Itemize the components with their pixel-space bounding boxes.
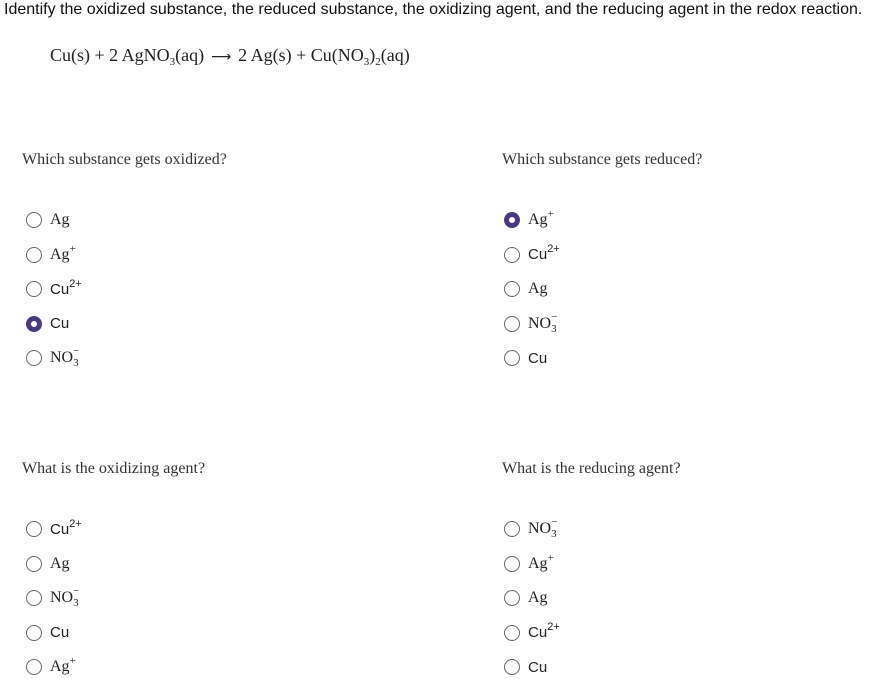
option-subscript: 3 [73,597,79,609]
option-symbol: Cu [50,315,70,332]
option-label [50,555,70,573]
radio-selected-icon[interactable] [26,316,42,332]
radio-unselected-icon[interactable] [26,350,42,366]
radio-unselected-icon[interactable] [26,659,42,675]
radio-unselected-icon[interactable] [504,521,520,537]
answer-option[interactable] [26,621,69,645]
answer-option[interactable] [26,208,70,232]
option-charge: 2+ [547,621,560,633]
instructions-text: Identify the oxidized substance, the reduced substance, the oxidizing agent, and the reducing agent in the redox reaction. [4,1,863,18]
option-charge: + [69,242,76,255]
radio-unselected-icon[interactable] [504,659,520,675]
answer-option[interactable] [504,312,559,336]
question-text: Which substance gets oxidized? [22,151,227,168]
option-symbol: Ag [50,245,70,263]
option-charge-stack [551,516,559,540]
option-label [528,208,554,229]
question-reduced [502,150,873,367]
option-symbol: Cu [528,658,548,676]
option-symbol: Ag [528,280,548,297]
option-label [50,242,76,264]
answer-option[interactable] [26,312,69,336]
option-symbol: Cu [50,280,70,298]
answer-option[interactable] [504,586,548,610]
option-charge: 2+ [69,277,82,290]
option-symbol: Ag [50,211,70,228]
answer-option[interactable] [504,552,554,576]
answer-option[interactable] [26,277,82,301]
answer-option[interactable] [504,243,560,267]
redox-equation [50,44,410,68]
question-reducing-agent [502,459,873,676]
option-symbol: Cu [528,246,548,263]
option-label [528,280,548,298]
option-charge: 2+ [69,517,82,530]
option-charge-stack [73,345,81,369]
option-symbol: NO [50,589,74,606]
option-symbol: Cu [50,624,70,641]
radio-unselected-icon[interactable] [26,625,42,641]
option-label [528,350,547,367]
option-symbol: Ag [528,211,548,228]
radio-unselected-icon[interactable] [504,625,520,641]
option-symbol: NO [528,314,552,332]
radio-unselected-icon[interactable] [26,247,42,263]
equation-sub: 3 [363,56,370,68]
radio-unselected-icon[interactable] [26,281,42,297]
option-label [528,310,559,335]
reaction-arrow-icon: ⟶ [211,49,232,65]
option-symbol: Ag [50,554,70,572]
option-label [50,624,69,641]
option-charge: − [551,310,558,323]
answer-option[interactable] [26,346,81,370]
option-symbol: Cu [528,349,548,367]
radio-unselected-icon[interactable] [504,556,520,572]
equation-reactants: Cu(s) + 2 AgNO [50,45,170,65]
radio-unselected-icon[interactable] [26,556,42,572]
answer-option[interactable] [504,208,554,232]
option-label [528,516,559,540]
radio-unselected-icon[interactable] [504,281,520,297]
option-symbol: NO [528,520,552,537]
radio-unselected-icon[interactable] [504,316,520,332]
option-symbol: Ag [50,658,70,675]
question-text: What is the reducing agent? [502,460,681,477]
option-label [528,659,547,676]
answer-option[interactable] [26,552,70,576]
answer-option[interactable] [26,517,82,541]
option-subscript: 3 [73,357,79,369]
equation-sub: 3 [169,56,176,68]
option-charge: + [69,655,76,667]
option-symbol: Cu [528,624,548,641]
radio-unselected-icon[interactable] [26,590,42,606]
equation-paren: ) [369,45,376,65]
option-symbol: Cu [50,520,70,538]
radio-unselected-icon[interactable] [26,521,42,537]
question-oxidizing-agent [22,459,442,675]
answer-option[interactable] [26,586,81,610]
option-label [50,211,70,229]
answer-option[interactable] [26,243,76,267]
option-label [50,517,82,538]
option-subscript: 3 [551,528,557,540]
option-label [528,589,548,607]
option-label [528,243,560,263]
question-text: What is the oxidizing agent? [22,460,206,477]
option-charge: 2+ [547,243,560,255]
radio-selected-icon[interactable] [504,212,520,228]
equation-sub: 2 [375,56,381,68]
option-label [50,655,76,676]
radio-unselected-icon[interactable] [504,590,520,606]
option-subscript: 3 [551,322,557,335]
option-label [528,551,554,573]
answer-option[interactable] [26,655,76,679]
answer-option[interactable] [504,655,547,679]
option-symbol: Ag [528,554,548,572]
option-charge: + [547,208,554,220]
option-charge: − [73,585,80,597]
option-charge: + [547,551,554,564]
option-label [50,315,69,332]
radio-unselected-icon[interactable] [504,247,520,263]
equation-reactant-state: (aq) [175,45,205,65]
option-charge-stack [551,310,559,335]
answer-option[interactable] [504,621,560,645]
equation-products: 2 Ag(s) + Cu(NO [238,45,364,65]
equation-product-state: (aq) [380,45,410,65]
question-oxidized [22,150,442,369]
option-symbol: NO [50,349,74,366]
answer-option[interactable] [504,277,548,301]
option-label [50,345,81,369]
question-text: Which substance gets reduced? [502,151,703,168]
option-label [528,621,560,641]
radio-unselected-icon[interactable] [26,212,42,228]
radio-unselected-icon[interactable] [504,350,520,366]
option-symbol: Ag [528,589,548,606]
option-charge-stack [73,585,81,609]
option-label [50,277,82,298]
answer-option[interactable] [504,346,547,370]
option-charge: − [551,516,558,528]
option-label [50,585,81,609]
option-charge: − [73,345,80,357]
answer-option[interactable] [504,517,559,541]
